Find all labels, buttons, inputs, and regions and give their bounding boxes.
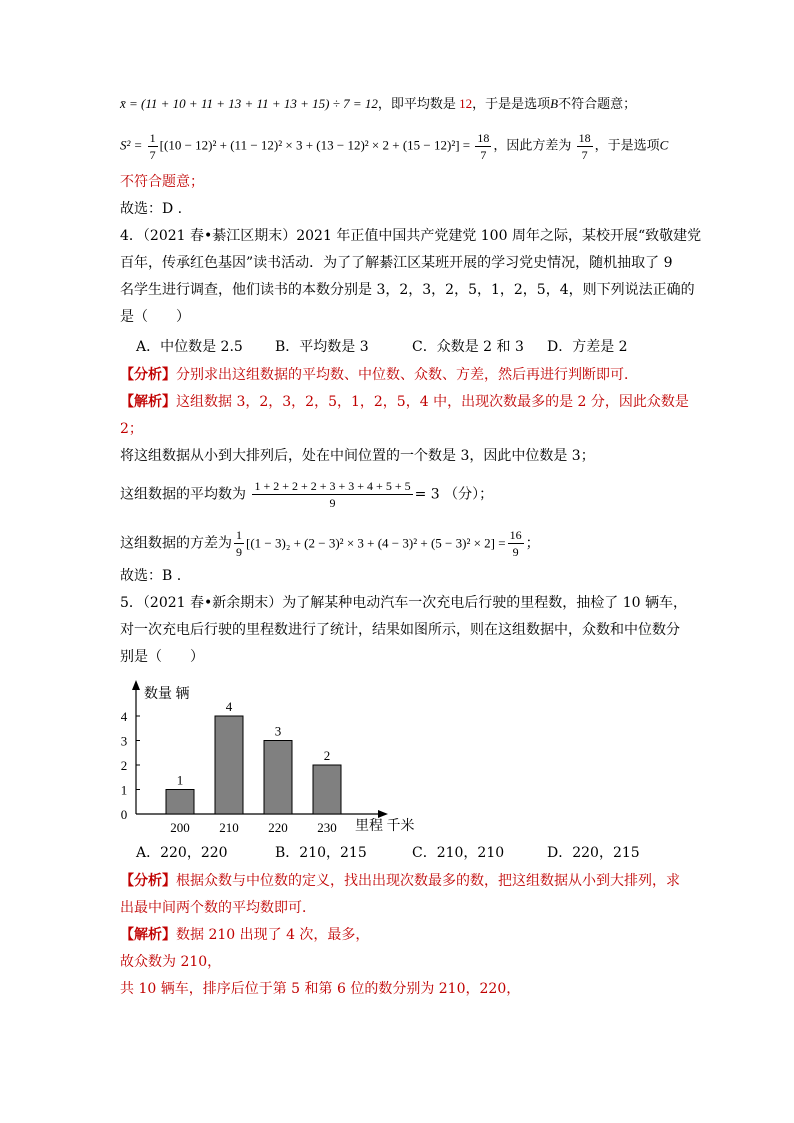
variance-result <box>508 527 524 560</box>
q4-solution <box>120 392 689 412</box>
q5-option-d: D．220，215 <box>547 845 640 861</box>
q5-solution-3: 共 10 辆车，排序后位于第 5 和第 6 位的数分别为 210，220， <box>120 981 521 997</box>
solution-text: 这组数据 3，2，3，2，5，1，2，5，4 中，出现次数最多的是 2 分，因此众数是 <box>176 394 689 410</box>
q4-option-c: C．众数是 2 和 3 <box>412 339 524 355</box>
q4-variance <box>120 527 540 560</box>
frac-num: 18 <box>477 131 490 145</box>
bar-value-label: 2 <box>323 748 331 763</box>
mean-suffix: = 3 （分）； <box>414 486 494 503</box>
mean-text: ，即平均数是 <box>377 96 460 111</box>
q5-solution-2: 故众数为 210， <box>120 954 222 970</box>
y-tick-label: 0 <box>120 807 128 822</box>
bar-200 <box>166 790 194 815</box>
analysis-tag: 【分析】 <box>120 873 176 889</box>
solution-text: 数据 210 出现了 4 次，最多， <box>176 927 370 943</box>
y-tick-label: 4 <box>120 709 128 724</box>
mean-line <box>120 94 636 114</box>
bar-value-label: 1 <box>176 772 184 788</box>
frac-den: 9 <box>236 545 242 559</box>
frac-num: 18 <box>578 131 591 145</box>
bar-value-label: 3 <box>274 723 282 739</box>
q4-option-b: B．平均数是 3 <box>275 339 369 355</box>
variance-suffix: ； <box>525 535 540 552</box>
variance-fraction <box>234 527 244 560</box>
x-tick-label: 220 <box>268 820 288 835</box>
analysis-text: 分别求出这组数据的平均数、中位数、众数、方差，然后再进行判断即可． <box>176 367 638 383</box>
mean-prefix: 这组数据的平均数为 <box>120 486 246 503</box>
solution-tag: 【解析】 <box>120 394 176 410</box>
q4-option-a: A．中位数是 2.5 <box>136 339 243 355</box>
variance-text: ，因此方差为 <box>493 137 572 153</box>
x-axis-arrow <box>378 810 388 818</box>
variance-body: [(10 − 12)² + (11 − 12)² × 3 + (13 − 12)² × 2 + (15 − 12)²] = <box>159 137 471 153</box>
bar-230 <box>313 765 341 814</box>
q4-line4: 是（ ） <box>120 309 190 325</box>
frac-den: 7 <box>581 148 588 162</box>
y-axis-label: 数量 辆 <box>144 687 190 702</box>
frac-den: 7 <box>149 148 156 162</box>
mean-option: B <box>550 96 559 111</box>
q4-mean <box>120 478 493 511</box>
bar-chart <box>112 676 442 840</box>
mean-fraction <box>252 478 412 511</box>
q5-option-c: C．210，210 <box>412 845 505 861</box>
frac-num: 1 <box>236 528 242 542</box>
q5-option-a: A．220，220 <box>136 845 228 861</box>
variance-line <box>120 130 668 163</box>
q5-option-b: B．210，215 <box>275 845 367 861</box>
q5-analysis-2: 出最中间两个数的平均数即可． <box>120 900 316 916</box>
q5-line3: 别是（ ） <box>120 649 204 665</box>
fraction-result-2 <box>577 130 593 163</box>
q4-line1: 4．（2021 春•綦江区期末）2021 年正值中国共产党建党 100 周年之际，某校开展“致敬建党 <box>120 228 702 244</box>
solution-tag: 【解析】 <box>120 927 176 943</box>
mean-value: 12 <box>459 96 473 111</box>
chart-bars <box>166 716 341 814</box>
x-tick-label: 230 <box>317 820 337 835</box>
q5-line1: 5．（2021 春•新余期末）为了解某种电动汽车一次充电后行驶的里程数，抽检了 10 辆车， <box>120 595 687 611</box>
q4-median: 将这组数据从小到大排列后，处在中间位置的一个数是 3，因此中位数是 3； <box>120 448 595 464</box>
frac-num: 1 + 2 + 2 + 2 + 3 + 3 + 4 + 5 + 5 <box>254 479 411 493</box>
variance-prefix: 这组数据的方差为 <box>120 535 232 552</box>
y-tick-label: 3 <box>120 733 128 749</box>
frac-num: 16 <box>509 528 522 542</box>
q5-analysis <box>120 871 680 891</box>
q4-line3: 名学生进行调查，他们读书的本数分别是 3，2，3，2，5，1，2，5，4，则下列说法正确的 <box>120 282 695 298</box>
variance-continuation: 不符合题意； <box>120 174 204 190</box>
variance-option: C <box>659 137 669 153</box>
frac-num: 1 <box>149 131 156 145</box>
q5-solution <box>120 925 369 945</box>
q4-option-d: D．方差是 2 <box>547 339 628 355</box>
variance-body: [(1 − 3)₂ + (2 − 3)² × 3 + (4 − 3)² + (5 − 3)² × 2] = <box>246 535 506 551</box>
bar-210 <box>215 716 243 814</box>
bar-220 <box>264 741 292 815</box>
prev-answer: 故选：D . <box>120 201 183 217</box>
analysis-text: 根据众数与中位数的定义，找出出现次数最多的数，把这组数据从小到大排列，求 <box>176 873 680 889</box>
q4-analysis <box>120 365 638 385</box>
fraction <box>148 130 158 163</box>
x-axis-label: 里程 千米 <box>355 819 415 834</box>
q4-answer: 故选：B . <box>120 568 182 584</box>
frac-den: 9 <box>329 496 336 510</box>
q5-line2: 对一次充电后行驶的里程数进行了统计，结果如图所示，则在这组数据中，众数和中位数分 <box>120 622 680 638</box>
mean-text-2: ，于是是选项 <box>472 96 551 111</box>
fraction-result <box>475 130 491 163</box>
variance-text-2: ，于是选项 <box>594 137 660 153</box>
x-tick-label: 200 <box>170 820 190 835</box>
y-tick-label: 2 <box>120 758 128 773</box>
analysis-tag: 【分析】 <box>120 367 176 383</box>
bar-value-label: 4 <box>225 699 233 714</box>
q4-solution-2: 2； <box>120 421 143 437</box>
frac-den: 9 <box>512 545 519 559</box>
frac-den: 7 <box>480 148 487 162</box>
x-tick-label: 210 <box>219 820 239 835</box>
variance-lhs: S² = <box>120 137 143 153</box>
q4-line2: 百年，传承红色基因”读书活动．为了了解綦江区某班开展的学习党史情况，随机抽取了 9 <box>120 255 673 271</box>
mean-text-3: 不符合题意； <box>558 96 637 111</box>
mean-formula: x̄ = (11 + 10 + 11 + 13 + 11 + 13 + 15) ÷ 7 = 12 <box>120 96 378 111</box>
y-axis-arrow <box>132 680 140 690</box>
y-tick-label: 1 <box>120 782 128 798</box>
